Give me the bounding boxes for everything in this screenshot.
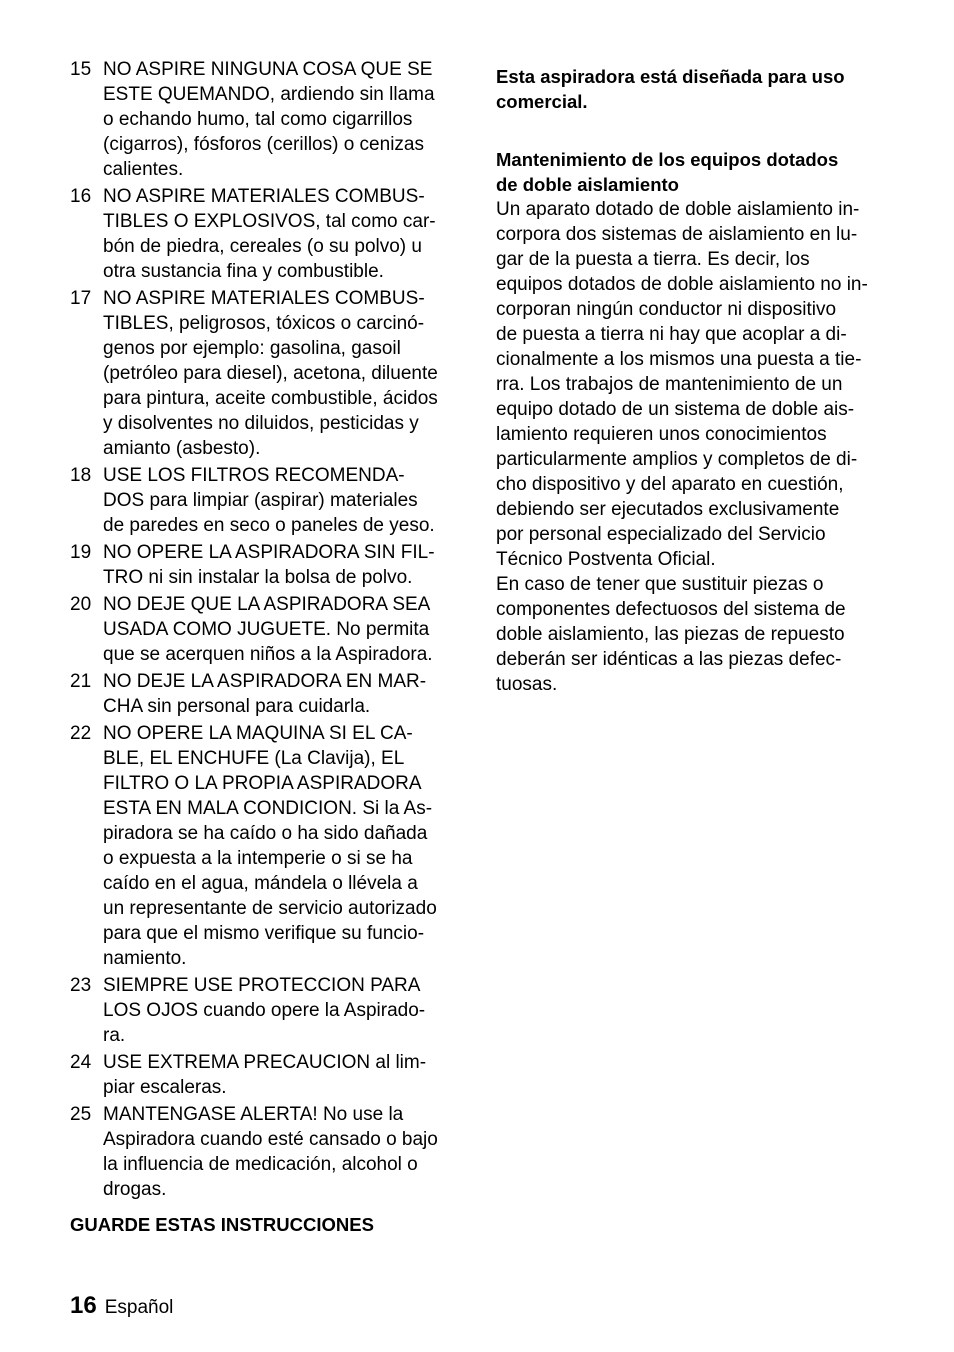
- item-number: 20: [70, 594, 92, 615]
- closing-instruction: GUARDE ESTAS INSTRUCCIONES: [70, 1214, 374, 1235]
- item-text: [103, 973, 462, 1048]
- instruction-item: [70, 540, 462, 590]
- instruction-item: [70, 973, 462, 1048]
- page-footer: [70, 1292, 173, 1320]
- item-text-line: bón de piedra, cereales (o su polvo) u: [103, 236, 422, 257]
- paragraph-line: cionalmente a los mismos una puesta a tie-: [496, 349, 862, 370]
- item-number: 23: [70, 975, 92, 996]
- item-text-line: TIBLES O EXPLOSIVOS, tal como car-: [103, 211, 436, 232]
- item-number: 16: [70, 186, 92, 207]
- item-number: 24: [70, 1052, 92, 1073]
- item-text-line: drogas.: [103, 1179, 167, 1200]
- item-text-line: TIBLES, peligrosos, tóxicos o carcinó-: [103, 313, 425, 334]
- heading-line: Mantenimiento de los equipos dotados: [496, 149, 839, 170]
- instruction-item: [70, 1050, 462, 1100]
- item-text-line: para que el mismo verifique su funcio-: [103, 923, 425, 944]
- item-text-line: ESTA EN MALA CONDICION. Si la As-: [103, 798, 433, 819]
- item-text-line: que se acerquen niños a la Aspiradora.: [103, 644, 433, 665]
- paragraph-line: corpora dos sistemas de aislamiento en lu-: [496, 224, 858, 245]
- item-text-line: NO OPERE LA MAQUINA SI EL CA-: [103, 723, 413, 744]
- item-number: 19: [70, 542, 92, 563]
- item-text-line: o echando humo, tal como cigarrillos: [103, 109, 413, 130]
- item-number: 17: [70, 288, 92, 309]
- item-number: 15: [70, 59, 92, 80]
- item-text-line: NO DEJE LA ASPIRADORA EN MAR-: [103, 671, 427, 692]
- item-text: [103, 669, 462, 719]
- item-text-line: (cigarros), fósforos (cerillos) o cenizas: [103, 134, 424, 155]
- paragraph-line: corporan ningún conductor ni dispositivo: [496, 299, 837, 320]
- item-text-line: USADA COMO JUGUETE. No permita: [103, 619, 430, 640]
- item-text-line: otra sustancia fina y combustible.: [103, 261, 384, 282]
- item-text-line: calientes.: [103, 159, 184, 180]
- maintenance-paragraph-2: [496, 572, 888, 697]
- item-text-line: NO ASPIRE NINGUNA COSA QUE SE: [103, 59, 433, 80]
- item-text: [103, 721, 462, 971]
- page-number: 16: [70, 1292, 97, 1319]
- item-text-line: piar escaleras.: [103, 1077, 227, 1098]
- item-text-line: NO DEJE QUE LA ASPIRADORA SEA: [103, 594, 431, 615]
- right-column: [496, 64, 888, 697]
- item-text-line: un representante de servicio autorizado: [103, 898, 437, 919]
- paragraph-line: tuosas.: [496, 674, 558, 695]
- item-text-line: (petróleo para diesel), acetona, diluente: [103, 363, 438, 384]
- footer-language: Español: [104, 1297, 174, 1318]
- spacer: [496, 114, 888, 147]
- item-number: 18: [70, 465, 92, 486]
- instruction-item: [70, 592, 462, 667]
- item-text: [103, 57, 462, 182]
- item-text: [103, 184, 462, 284]
- item-text-line: para pintura, aceite combustible, ácidos: [103, 388, 438, 409]
- item-text-line: USE LOS FILTROS RECOMENDA-: [103, 465, 405, 486]
- paragraph-line: doble aislamiento, las piezas de repuesto: [496, 624, 845, 645]
- item-text-line: Aspiradora cuando esté cansado o bajo: [103, 1129, 438, 1150]
- heading-line: de doble aislamiento: [496, 174, 679, 195]
- paragraph-line: Técnico Postventa Oficial.: [496, 549, 716, 570]
- paragraph-line: equipos dotados de doble aislamiento no in-: [496, 274, 868, 295]
- instruction-item: [70, 1102, 462, 1202]
- paragraph-line: rra. Los trabajos de mantenimiento de un: [496, 374, 843, 395]
- paragraph-line: debiendo ser ejecutados exclusivamente: [496, 499, 840, 520]
- paragraph-line: componentes defectuosos del sistema de: [496, 599, 846, 620]
- item-text-line: CHA sin personal para cuidarla.: [103, 696, 371, 717]
- item-number: 21: [70, 671, 92, 692]
- item-text-line: MANTENGASE ALERTA! No use la: [103, 1104, 404, 1125]
- item-text: [103, 1050, 462, 1100]
- paragraph-line: Un aparato dotado de doble aislamiento in-: [496, 199, 860, 220]
- item-text: [103, 463, 462, 538]
- paragraph-line: de puesta a tierra ni hay que acoplar a di-: [496, 324, 847, 345]
- item-text-line: TRO ni sin instalar la bolsa de polvo.: [103, 567, 413, 588]
- item-text-line: DOS para limpiar (aspirar) materiales: [103, 490, 418, 511]
- item-text-line: NO ASPIRE MATERIALES COMBUS-: [103, 186, 425, 207]
- item-number: 25: [70, 1104, 92, 1125]
- section-heading: [496, 147, 888, 197]
- item-text: [103, 286, 462, 461]
- item-text: [103, 1102, 462, 1202]
- item-text: [103, 540, 462, 590]
- item-text-line: USE EXTREMA PRECAUCION al lim-: [103, 1052, 427, 1073]
- item-text-line: o expuesta a la intemperie o si se ha: [103, 848, 413, 869]
- item-text-line: BLE, EL ENCHUFE (La Clavija), EL: [103, 748, 405, 769]
- item-text-line: NO OPERE LA ASPIRADORA SIN FIL-: [103, 542, 435, 563]
- item-text: [103, 592, 462, 667]
- item-text-line: de paredes en seco o paneles de yeso.: [103, 515, 435, 536]
- instruction-item: [70, 463, 462, 538]
- item-text-line: caído en el agua, mándela o llévela a: [103, 873, 418, 894]
- item-text-line: ra.: [103, 1025, 126, 1046]
- intro-note: [496, 64, 888, 114]
- instruction-item: [70, 57, 462, 182]
- item-text-line: piradora se ha caído o ha sido dañada: [103, 823, 428, 844]
- item-text-line: LOS OJOS cuando opere la Aspirado-: [103, 1000, 426, 1021]
- item-text-line: la influencia de medicación, alcohol o: [103, 1154, 418, 1175]
- paragraph-line: lamiento requieren unos conocimientos: [496, 424, 827, 445]
- item-number: 22: [70, 723, 92, 744]
- instruction-item: [70, 721, 462, 971]
- maintenance-paragraph-1: [496, 197, 888, 572]
- left-column: [70, 57, 462, 1237]
- item-text-line: FILTRO O LA PROPIA ASPIRADORA: [103, 773, 422, 794]
- item-text-line: SIEMPRE USE PROTECCION PARA: [103, 975, 421, 996]
- paragraph-line: equipo dotado de un sistema de doble ais-: [496, 399, 855, 420]
- item-text-line: NO ASPIRE MATERIALES COMBUS-: [103, 288, 425, 309]
- intro-line: Esta aspiradora está diseñada para uso: [496, 66, 845, 87]
- instruction-item: [70, 184, 462, 284]
- item-text-line: ESTE QUEMANDO, ardiendo sin llama: [103, 84, 435, 105]
- instruction-item: [70, 669, 462, 719]
- paragraph-line: En caso de tener que sustituir piezas o: [496, 574, 824, 595]
- instruction-item: [70, 286, 462, 461]
- item-text-line: y disolventes no diluidos, pesticidas y: [103, 413, 419, 434]
- item-text-line: namiento.: [103, 948, 187, 969]
- intro-line: comercial.: [496, 91, 588, 112]
- item-text-line: amianto (asbesto).: [103, 438, 261, 459]
- paragraph-line: deberán ser idénticas a las piezas defec-: [496, 649, 842, 670]
- paragraph-line: por personal especializado del Servicio: [496, 524, 826, 545]
- paragraph-line: cho dispositivo y del aparato en cuestión,: [496, 474, 844, 495]
- paragraph-line: gar de la puesta a tierra. Es decir, los: [496, 249, 810, 270]
- item-text-line: genos por ejemplo: gasolina, gasoil: [103, 338, 401, 359]
- paragraph-line: particularmente amplios y completos de di-: [496, 449, 858, 470]
